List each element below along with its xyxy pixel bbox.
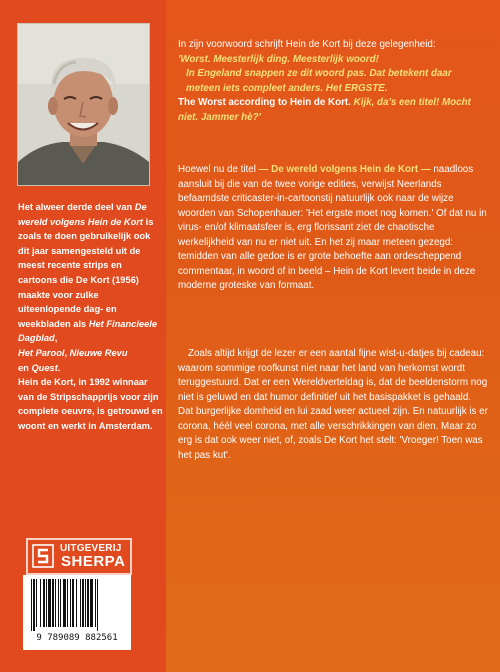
logo-line-2: SHERPA	[61, 553, 126, 570]
barcode-bar	[31, 579, 32, 631]
left-intro-text-2: is zoals te doen gebruikelijk ook dit jaar samengesteld uit de meest recente strips en cartoons die De Kort (1956) maakte voor zulke uiteenlopende dag- en weekbladen als	[18, 216, 154, 329]
barcode-bar	[97, 579, 98, 631]
publication-fd: Het Financieele Dagblad	[18, 318, 157, 344]
paragraph-title	[178, 163, 488, 294]
barcode-bar	[55, 579, 56, 627]
publication-parool: Het Parool	[18, 347, 65, 358]
barcode-bar	[33, 579, 35, 631]
publisher-logo	[26, 538, 132, 575]
left-intro-title: De wereld volgens Hein de Kort	[18, 202, 147, 227]
paragraph-facts	[178, 347, 488, 463]
barcode-bar	[58, 579, 59, 627]
isbn-number: 9 789089 882561	[36, 633, 118, 643]
barcode-bar	[76, 579, 77, 627]
barcode-bars	[29, 579, 125, 631]
barcode-bar	[46, 579, 47, 627]
title-paragraph-body: naadloos aansluit bij die van de twee vorige edities, verwijst Neerlands befaamdste criticaster-in-cartoonstij natuurlijk ook naar de wijze woorden van Schopenhauer: 'Het ergste moet nog komen.' Of dat nu in virus- en/of klimaatsfeer is, erg florissant ziet de chaotische werkelijkheid van nu er niet uit. En het zij maar meteen gezegd: temidden van alle gedoe is er grote behoefte aan ordescheppend commentaar, in woord of in beeld – Hein de Kort levert beide in deze moderne groteske van formaat.	[178, 164, 487, 291]
barcode-bar	[72, 579, 74, 627]
barcode-bar	[40, 579, 41, 627]
publication-quest: Quest	[31, 362, 58, 373]
foreword-quote-3: Kijk, da's een titel! Mocht niet. Jammer hè?'	[178, 97, 471, 123]
barcode-bar	[48, 579, 51, 627]
left-description	[18, 200, 163, 434]
barcode-bar	[52, 579, 54, 627]
barcode-bar	[82, 579, 84, 627]
author-photo-frame	[18, 24, 149, 185]
barcode-bar	[67, 579, 68, 627]
foreword-quote-1: 'Worst. Meesterlijk ding. Meesterlijk woord!	[178, 53, 379, 65]
publication-revu: Nieuwe Revu	[69, 347, 128, 358]
separator: .	[57, 362, 61, 373]
separator: ,	[54, 333, 58, 344]
foreword-quote-2: In Engeland snappen ze dit woord pas. Dat betekent daar meteen iets compleet anders. Het ERGSTE.	[186, 68, 452, 94]
foreword-worst: The Worst according to Hein de Kort.	[178, 97, 354, 108]
facts-paragraph-body: Zoals altijd krijgt de lezer er een aantal fijne wist-u-datjes bij cadeau: waarom sommige roofkunst niet naar het land van herkomst wordt teruggestuurd. Dat er een Wereldverteldag is, dat de beeldenstorm nog niet is geluwd en dat humor definitief uit het basispakket is gehaald. Dat burgerlijke domheid en lui zaad weer actueel zijn. En natuurlijk is er corona, héél veel corona, met alle verschrikkingen van dien. Maar zo erg is dat ook weer niet, of, zoals De Kort het stelt: 'Vroeger! Toen was het pas kut'.	[178, 348, 488, 461]
author-photo	[18, 24, 149, 185]
barcode-bar	[95, 579, 96, 627]
barcode	[23, 575, 131, 650]
sherpa-mark-icon	[32, 544, 54, 568]
title-paragraph-start: Hoewel nu de titel	[178, 164, 259, 175]
separator: ,	[64, 347, 70, 358]
left-intro-text: Het alweer derde deel van	[18, 202, 135, 212]
barcode-bar	[80, 579, 81, 627]
barcode-bar	[70, 579, 71, 627]
book-title-inline: — De wereld volgens Hein de Kort —	[258, 164, 431, 175]
barcode-bar	[60, 579, 61, 627]
separator: en	[18, 362, 32, 373]
foreword-intro: In zijn voorwoord schrijft Hein de Kort bij deze gelegenheid:	[178, 39, 436, 50]
barcode-bar	[90, 579, 93, 627]
barcode-bar	[43, 579, 45, 627]
barcode-bar	[36, 579, 37, 627]
paragraph-foreword	[178, 38, 488, 125]
author-bio: Hein de Kort, in 1992 winnaar van de Stripschapprijs voor zijn complete oeuvre, is getrouwd en woont en werkt in Amsterdam.	[18, 377, 163, 431]
logo-line-1: UITGEVERIJ	[60, 543, 122, 554]
barcode-bar	[85, 579, 86, 627]
barcode-bar	[87, 579, 89, 627]
barcode-bar	[63, 579, 66, 627]
